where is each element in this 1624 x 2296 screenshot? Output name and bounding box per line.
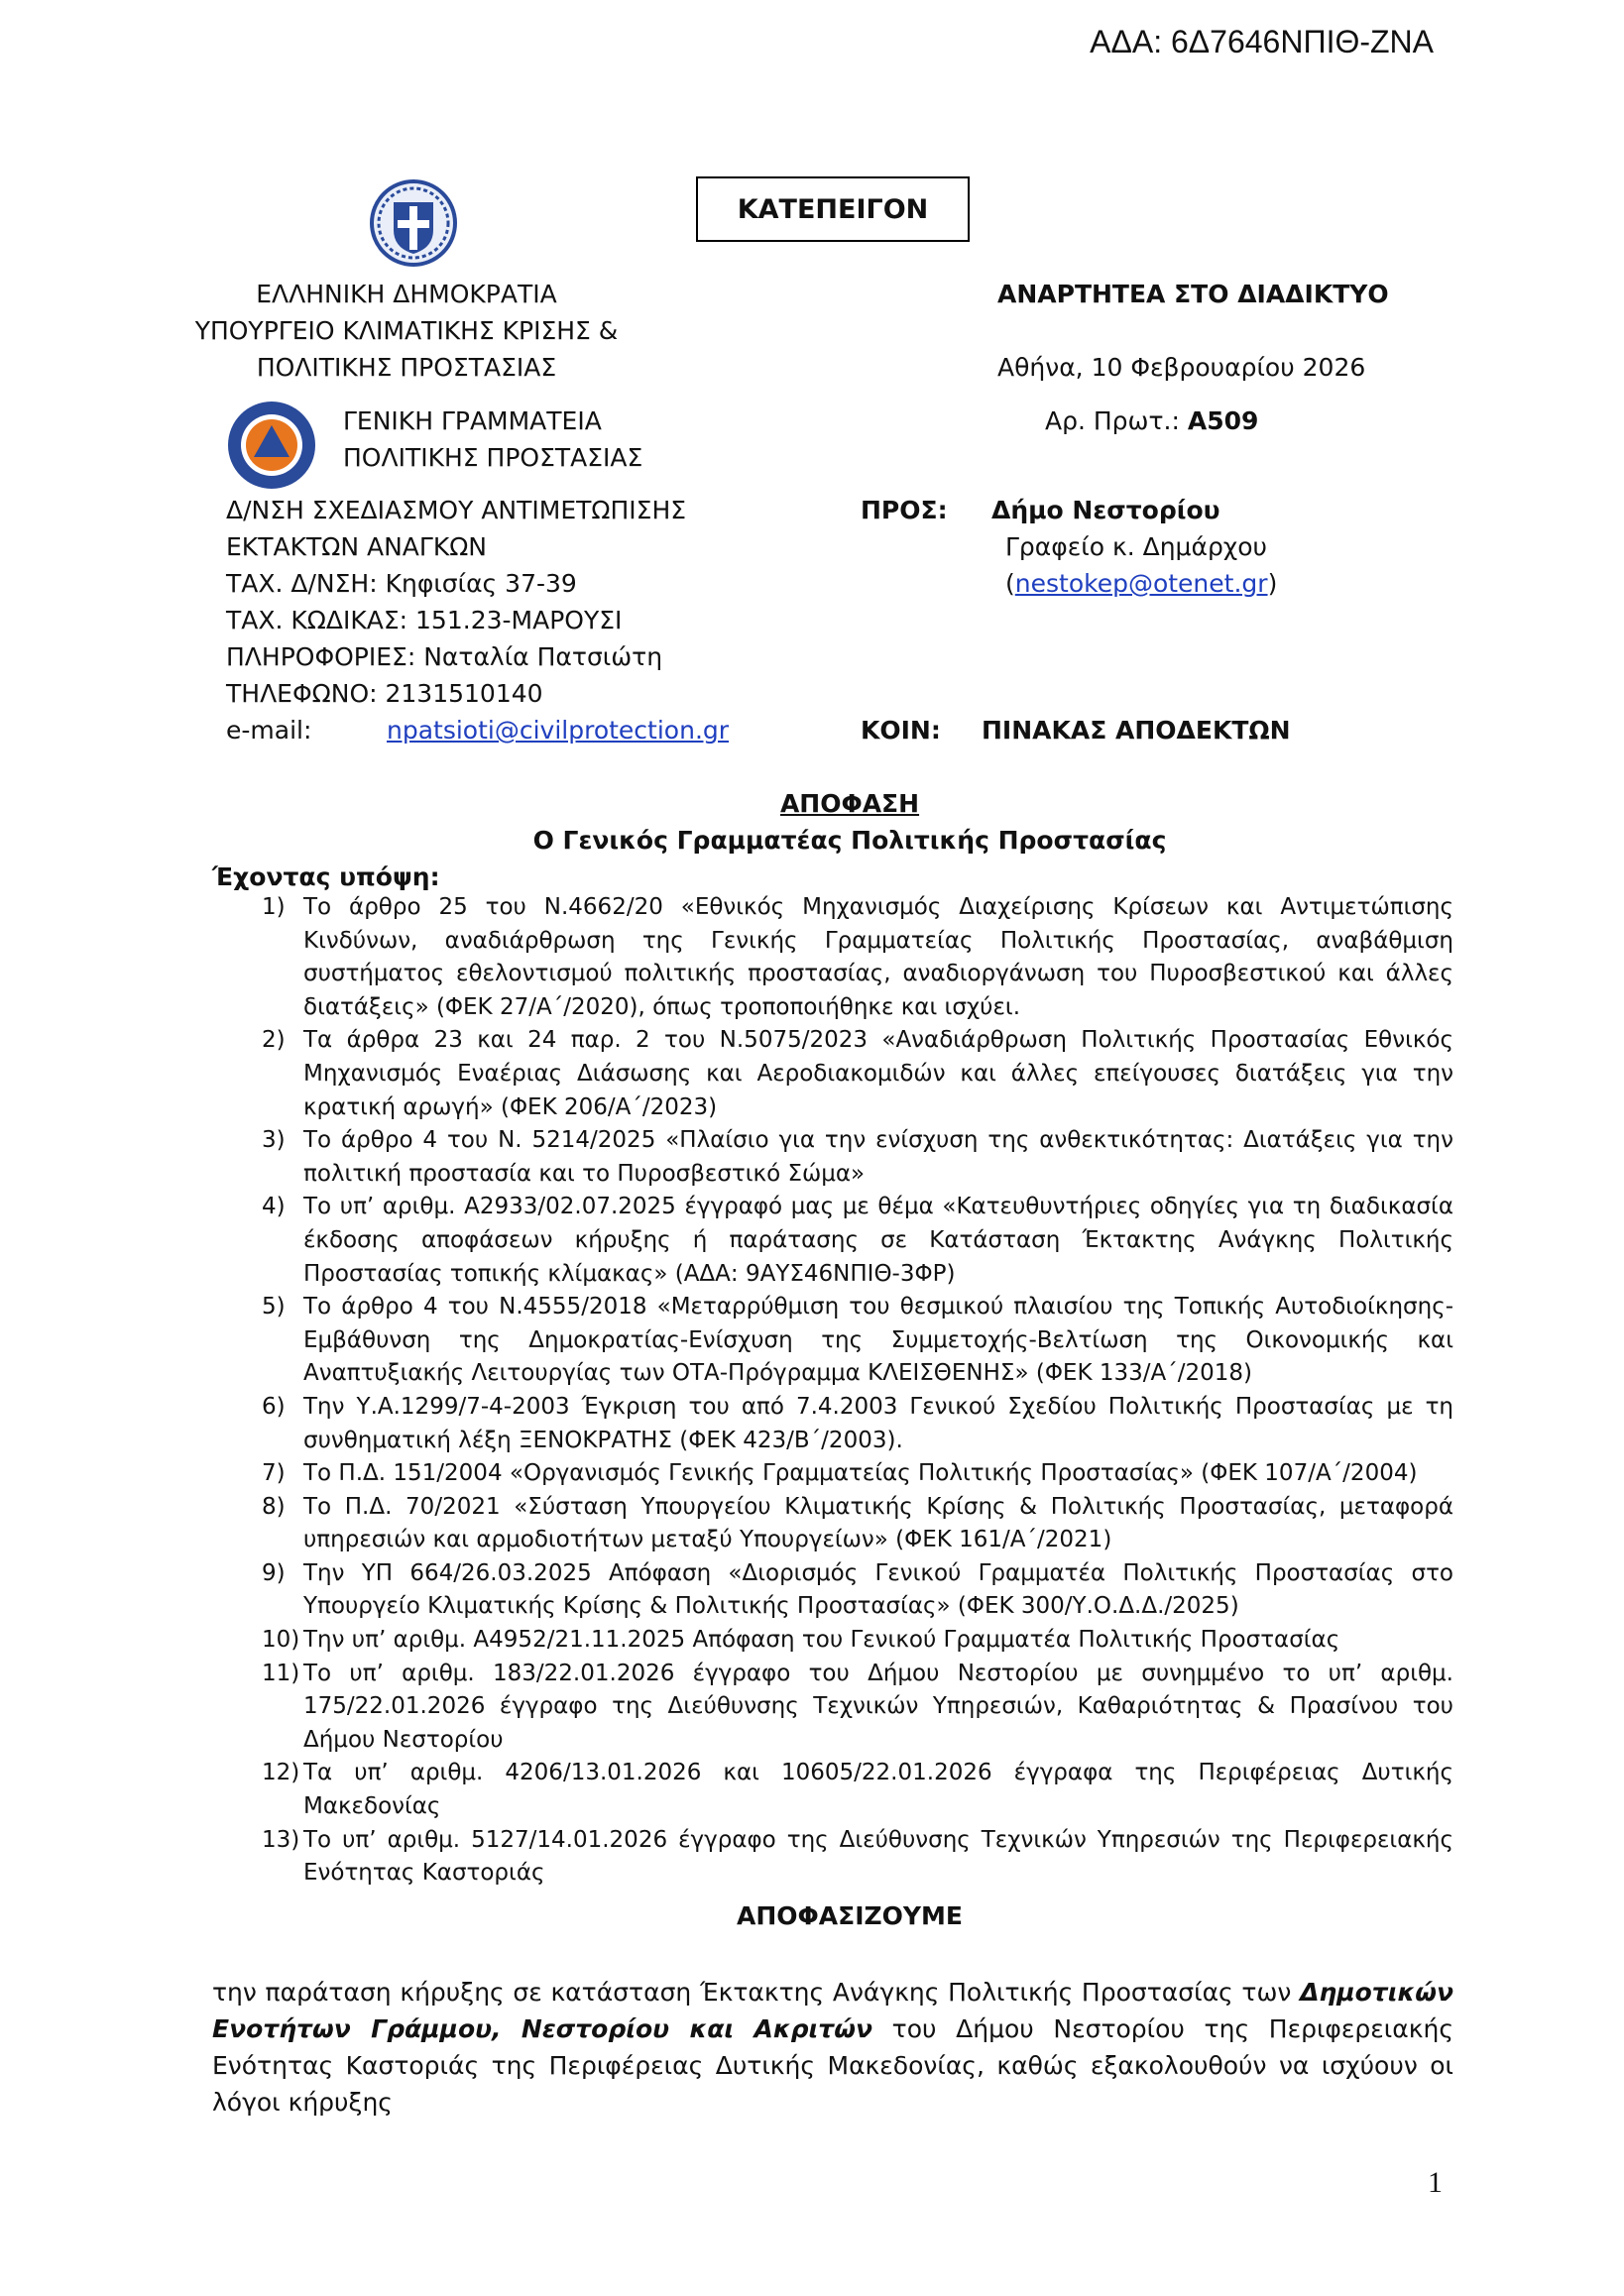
- ada-reference: ΑΔΑ: 6Δ7646ΝΠΙΘ-ΖΝΑ: [1090, 24, 1434, 59]
- list-item-number: 7): [262, 1460, 286, 1487]
- republic-name: ΕΛΛΗΝΙΚΗ ΔΗΜΟΚΡΑΤΙΑ: [256, 280, 557, 308]
- page-number: 1: [1428, 2166, 1443, 2199]
- list-item-number: 3): [262, 1127, 286, 1154]
- list-item: [212, 1624, 1453, 1658]
- list-item: [212, 1024, 1453, 1124]
- list-item-number: 5): [262, 1294, 286, 1320]
- list-item: [212, 1291, 1453, 1391]
- sender-info-contact: ΠΛΗΡΟΦΟΡΙΕΣ: Ναταλία Πατσιώτη: [226, 642, 663, 671]
- list-item: [212, 1124, 1453, 1191]
- sender-postal-code: ΤΑΧ. ΚΩΔΙΚΑΣ: 151.23-ΜΑΡΟΥΣΙ: [226, 606, 623, 634]
- cc-recipients: ΠΙΝΑΚΑΣ ΑΠΟΔΕΚΤΩΝ: [982, 716, 1291, 745]
- department-line-1: Δ/ΝΣΗ ΣΧΕΔΙΑΣΜΟΥ ΑΝΤΙΜΕΤΩΠΙΣΗΣ: [226, 496, 687, 524]
- decision-title: ΑΠΟΦΑΣΗ: [779, 789, 920, 818]
- list-item-text: Το άρθρο 25 του Ν.4662/20 «Εθνικός Μηχανισμός Διαχείρισης Κρίσεων και Αντιμετώπισης Κινδύνων, αναδιάρθρωση της Γενικής Γραμματείας Πολιτικής Προστασίας, αναβάθμιση συστήματος εθελοντισμού πολιτικής προστασίας, αναδιοργάνωση του Πυροσβεστικού και άλλες διατάξεις» (ΦΕΚ 27/Α΄/2020), όπως τροποποιήθηκε και ισχύει.: [303, 894, 1453, 1020]
- list-item-number: 12): [262, 1760, 300, 1786]
- considering-heading: Έχοντας υπόψη:: [212, 862, 440, 891]
- recipient-email-link[interactable]: nestokep@otenet.gr: [1014, 569, 1268, 598]
- urgent-stamp: ΚΑΤΕΠΕΙΓΟΝ: [696, 176, 970, 242]
- general-secretariat-line-2: ΠΟΛΙΤΙΚΗΣ ΠΡΟΣΤΑΣΙΑΣ: [343, 443, 643, 472]
- email-label: e-mail:: [226, 716, 312, 745]
- sender-address: ΤΑΧ. Δ/ΝΣΗ: Κηφισίας 37-39: [226, 569, 577, 598]
- post-online-label: ΑΝΑΡΤΗΤΕΑ ΣΤΟ ΔΙΑΔΙΚΤΥΟ: [997, 280, 1389, 308]
- list-item: [212, 1391, 1453, 1457]
- list-item-text: Το υπ’ αριθμ. 5127/14.01.2026 έγγραφο της Διεύθυνσης Τεχνικών Υπηρεσιών της Περιφερειακής Ενότητας Καστοριάς: [303, 1826, 1453, 1887]
- greek-emblem-icon: [369, 178, 458, 268]
- recipient-office: Γραφείο κ. Δημάρχου: [1005, 532, 1268, 561]
- list-item-text: Την Υ.Α.1299/7-4-2003 Έγκριση του από 7.4.2003 Γενικού Σχεδίου Πολιτικής Προστασίας με τη συνθηματική λέξη ΞΕΝΟΚΡΑΤΗΣ (ΦΕΚ 423/Β΄/2003).: [303, 1393, 1453, 1453]
- list-item: [212, 1457, 1453, 1491]
- list-item-text: Τα υπ’ αριθμ. 4206/13.01.2026 και 10605/22.01.2026 έγγραφα της Περιφέρειας Δυτικής Μακεδονίας: [303, 1760, 1453, 1820]
- list-item-number: 2): [262, 1027, 286, 1054]
- list-item-number: 10): [262, 1627, 300, 1654]
- list-item-number: 1): [262, 894, 286, 920]
- cc-label: ΚΟΙΝ:: [861, 716, 941, 745]
- list-item-text: Το Π.Δ. 151/2004 «Οργανισμός Γενικής Γραμματείας Πολιτικής Προστασίας» (ΦΕΚ 107/Α΄/2004): [303, 1460, 1418, 1487]
- document-date: Αθήνα, 10 Φεβρουαρίου 2026: [997, 353, 1366, 382]
- list-item-number: 11): [262, 1660, 300, 1686]
- general-secretariat-line-1: ΓΕΝΙΚΗ ΓΡΑΜΜΑΤΕΙΑ: [343, 406, 602, 435]
- list-item: [212, 1557, 1453, 1624]
- list-item: [212, 1491, 1453, 1557]
- list-item: [212, 1757, 1453, 1823]
- list-item-text: Τα άρθρα 23 και 24 παρ. 2 του Ν.5075/2023 «Αναδιάρθρωση Πολιτικής Προστασίας Εθνικός Μηχανισμός Εναέριας Διάσωσης και Αεροδιακομιδών και άλλες επείγουσες διατάξεις για την κρατική αρωγή» (ΦΕΚ 206/Α΄/2023): [303, 1027, 1453, 1120]
- list-item-number: 13): [262, 1826, 300, 1853]
- list-item-text: Το υπ’ αριθμ. 183/22.01.2026 έγγραφο του Δήμου Νεστορίου με συνημμένο το υπ’ αριθμ. 175/22.01.2026 έγγραφο της Διεύθυνσης Τεχνικών Υπηρεσιών, Καθαριότητας & Πρασίνου του Δήμου Νεστορίου: [303, 1660, 1453, 1753]
- list-item-number: 9): [262, 1559, 286, 1586]
- we-decide-heading: ΑΠΟΦΑΣΙΖΟΥΜΕ: [737, 1901, 963, 1930]
- protocol-label: Αρ. Πρωτ.:: [1045, 406, 1180, 435]
- decision-emphasis: Δημοτικών Ενοτήτων Γράμμου, Νεστορίου και Ακριτών: [212, 1978, 1453, 2043]
- sender-email-link[interactable]: npatsioti@civilprotection.gr: [387, 716, 730, 745]
- ministry-line-2: ΠΟΛΙΤΙΚΗΣ ΠΡΟΣΤΑΣΙΑΣ: [256, 353, 557, 382]
- ministry-line-1: ΥΠΟΥΡΓΕΙΟ ΚΛΙΜΑΤΙΚΗΣ ΚΡΙΣΗΣ &: [194, 316, 619, 345]
- list-item-text: Το υπ’ αριθμ. Α2933/02.07.2025 έγγραφό μας με θέμα «Κατευθυντήριες οδηγίες για τη διαδικασία έκδοσης αποφάσεων κήρυξης ή παράτασης σε Κατάσταση Έκτακτης Ανάγκης Πολιτικής Προστασίας τοπικής κλίμακας» (ΑΔΑ: 9ΑΥΣ46ΝΠΙΘ-3ΦΡ): [303, 1194, 1453, 1287]
- list-item: [212, 1658, 1453, 1758]
- list-item: [212, 1191, 1453, 1291]
- list-item-number: 6): [262, 1393, 286, 1420]
- list-item: [212, 891, 1453, 1024]
- list-item-text: Το άρθρο 4 του Ν. 5214/2025 «Πλαίσιο για την ενίσχυση της ανθεκτικότητας: Διατάξεις για την πολιτική προστασία και το Πυροσβεστικό Σώμα»: [303, 1127, 1453, 1187]
- list-item-number: 8): [262, 1493, 286, 1520]
- to-label: ΠΡΟΣ:: [861, 496, 948, 524]
- list-item-text: Το Π.Δ. 70/2021 «Σύσταση Υπουργείου Κλιματικής Κρίσης & Πολιτικής Προστασίας, μεταφορά υπηρεσιών και αρμοδιοτήτων μεταξύ Υπουργείων» (ΦΕΚ 161/Α΄/2021): [303, 1493, 1453, 1553]
- decision-paragraph: την παράταση κήρυξης σε κατάσταση Έκτακτης Ανάγκης Πολιτικής Προστασίας των Δημοτικών Ενοτήτων Γράμμου, Νεστορίου και Ακριτών του Δήμου Νεστορίου της Περιφερειακής Ενότητας Καστοριάς της Περιφέρειας Δυτικής Μακεδονίας, καθώς εξακολουθούν να ισχύουν οι λόγοι κήρυξης: [212, 1978, 1453, 2117]
- sender-phone: ΤΗΛΕΦΩΝΟ: 2131510140: [226, 679, 543, 708]
- civil-protection-logo-icon: [226, 400, 317, 491]
- references-list: [212, 891, 1453, 1891]
- decision-subtitle: Ο Γενικός Γραμματέας Πολιτικής Προστασίας: [532, 826, 1167, 855]
- list-item: [212, 1824, 1453, 1891]
- list-item-number: 4): [262, 1194, 286, 1220]
- recipient-name: Δήμο Νεστορίου: [991, 496, 1220, 524]
- protocol-number: Α509: [1187, 406, 1259, 435]
- list-item-text: Το άρθρο 4 του Ν.4555/2018 «Μεταρρύθμιση του θεσμικού πλαισίου της Τοπικής Αυτοδιοίκησης-Εμβάθυνση της Δημοκρατίας-Ενίσχυση της Συμμετοχής-Βελτίωση της Οικονομικής και Αναπτυξιακής Λειτουργίας των ΟΤΑ-Πρόγραμμα ΚΛΕΙΣΘΕΝΗΣ» (ΦΕΚ 133/Α΄/2018): [303, 1294, 1453, 1387]
- list-item-text: Την υπ’ αριθμ. Α4952/21.11.2025 Απόφαση του Γενικού Γραμματέα Πολιτικής Προστασίας: [303, 1627, 1340, 1654]
- list-item-text: Την ΥΠ 664/26.03.2025 Απόφαση «Διορισμός Γενικού Γραμματέα Πολιτικής Προστασίας στο Υπουργείο Κλιματικής Κρίσης & Πολιτικής Προστασίας» (ΦΕΚ 300/Υ.Ο.Δ.Δ./2025): [303, 1559, 1453, 1620]
- department-line-2: ΕΚΤΑΚΤΩΝ ΑΝΑΓΚΩΝ: [226, 532, 488, 561]
